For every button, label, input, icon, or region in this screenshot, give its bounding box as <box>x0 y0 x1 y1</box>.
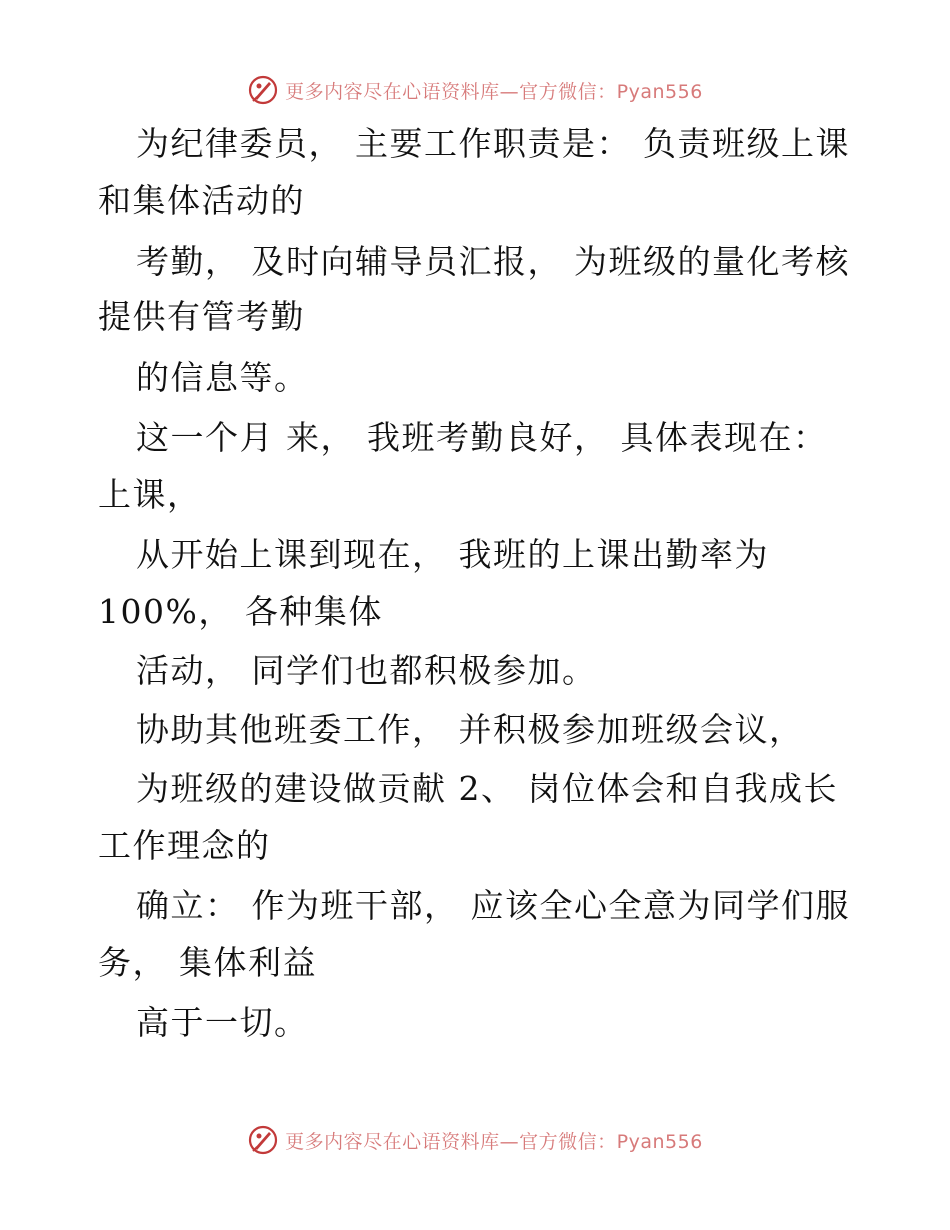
text-line: 和集体活动的 <box>98 181 305 220</box>
text-line: 的信息等。 <box>136 358 309 397</box>
text-line: 上课， <box>98 475 202 514</box>
header-banner <box>0 73 950 107</box>
text-line: 考勤， 及时向辅导员汇报， 为班级的量化考核 <box>136 242 850 281</box>
footer-banner <box>0 1123 950 1157</box>
text-line: 活动， 同学们也都积极参加。 <box>136 651 597 690</box>
header-banner-text: 更多内容尽在心语资料库—官方微信：Pyan556 <box>285 80 703 103</box>
text-line: 100%， 各种集体 <box>98 592 383 631</box>
text-line: 为班级的建设做贡献 2、 岗位体会和自我成长 <box>136 769 838 808</box>
footer-banner-text: 更多内容尽在心语资料库—官方微信：Pyan556 <box>285 1130 703 1153</box>
text-line: 协助其他班委工作， 并积极参加班级会议， <box>136 710 804 749</box>
text-line: 务， 集体利益 <box>98 943 317 982</box>
text-line: 确立： 作为班干部， 应该全心全意为同学们服 <box>136 886 850 925</box>
quill-pen-logo-icon <box>247 1124 279 1156</box>
text-line: 提供有管考勤 <box>98 297 305 336</box>
text-line: 工作理念的 <box>98 826 271 865</box>
quill-pen-logo-icon <box>247 74 279 106</box>
text-line: 从开始上课到现在， 我班的上课出勤率为 <box>136 535 769 574</box>
text-line: 高于一切。 <box>136 1003 309 1042</box>
text-line: 这一个月 来， 我班考勤良好， 具体表现在： <box>136 418 828 457</box>
text-line: 为纪律委员， 主要工作职责是： 负责班级上课 <box>136 124 850 163</box>
